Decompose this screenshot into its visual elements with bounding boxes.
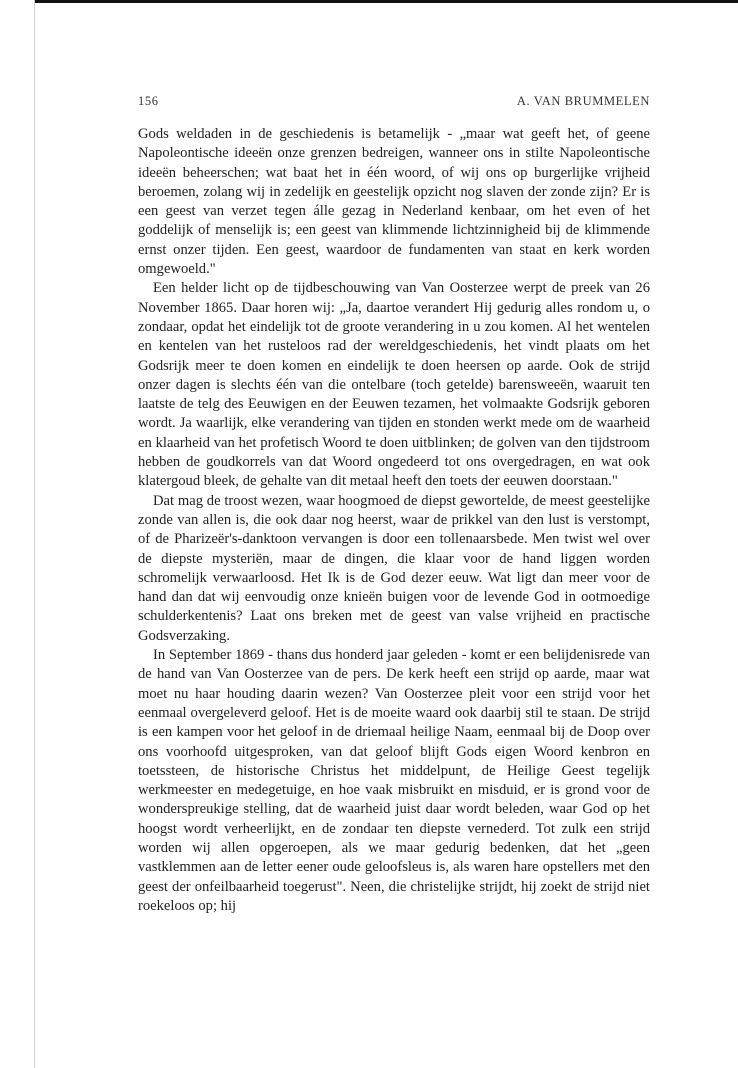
top-border-rule — [34, 0, 738, 3]
running-head: A. VAN BRUMMELEN — [516, 94, 650, 108]
paragraph: Gods weldaden in de geschiedenis is betamelijk - „maar wat geeft het, of geene Napoleontische ideeën onze grenzen bedreigen, wanneer ons in stilte Napoleontische ideeën beheerschen; wat baat het in één woord, of wij ons op burgerlijke vrijheid beroemen, zolang wij in zedelijk en geestelijk opzicht nog slaven der zonde zijn? Er is een geest van verzet tegen álle gezag in Nederland kenbaar, om het even of het goddelijk of menselijk is; een geest van klimmende lichtzinnigheid bij de klimmende ernst onzer tijden. Een geest, waardoor de fundamenten van staat en kerk worden omgewoeld." — [138, 126, 650, 278]
page-number: 156 — [138, 94, 159, 108]
left-margin-rule — [34, 0, 35, 1068]
paragraph: Dat mag de troost wezen, waar hoogmoed de diepst gewortelde, de meest geestelijke zonde van allen is, die ook daar nog heerst, waar de prikkel van den lust is verstompt, of de Pharizeër's-danktoon vervangen is door een tollenaarsbede. Men twist wel over de diepste mysteriën, maar de dingen, die klaar voor de hand liggen worden schromelijk verwaarloosd. Het Ik is de God dezer eeuw. Wat ligt dan meer voor de hand dan dat wij eenvoudig onze knieën buigen voor de levende God in ootmoedige schulderkentenis? Laat ons breken met de geest van valse vrijheid en practische Godsverzaking. — [138, 492, 650, 644]
page-header — [138, 94, 650, 114]
body-text — [138, 125, 650, 916]
paragraph: Een helder licht op de tijdbeschouwing van Van Oosterzee werpt de preek van 26 November 1865. Daar horen wij: „Ja, daartoe verandert Hij gedurig alles rondom u, o zondaar, opdat het eindelijk tot de groote verandering in u zou komen. Al het wentelen en kentelen van het rusteloos rad der wereldgeschiedenis, het vindt plaats om het Godsrijk meer te doen komen en eindelijk te doen heersen op aarde. Ook de strijd onzer dagen is slechts één van die ontelbare (toch getelde) barensweeën, waaruit ten laatste de telg des Eeuwigen en der Eeuwen tezamen, het volmaakte Godsrijk geboren wordt. Ja waarlijk, elke verandering van tijden en stonden werkt mede om de waarheid en klaarheid van het profetisch Woord te doen uitblinken; de golven van den tijdstroom hebben de goudkorrels van dat Woord ongedeerd tot ons overgedragen, en wat ook klatergoud bleek, de gehalte van dit metaal heeft den toets der eeuwen doorstaan." — [138, 280, 650, 490]
paragraph: In September 1869 - thans dus honderd jaar geleden - komt er een belijdenisrede van de hand van Van Oosterzee van de pers. De kerk heeft een strijd op aarde, maar wat moet nu haar houding daarin wezen? Van Oosterzee pleit voor een strijd voor het eenmaal overgeleverd geloof. Het is de moeite waard ook daarbij stil te staan. De strijd is een kampen voor het geloof in de driemaal heilige Naam, eenmaal bij de Doop over ons voorhoofd uitgesproken, van dat geloof blijft Gods eigen Woord kenbron en toetssteen, de historische Christus het middelpunt, de Heilige Geest tegelijk werkmeester en medegetuige, en hoe vaak misbruikt en misduid, er is grond voor de wonderspreukige stelling, dat de waarheid juist daar wordt beleden, waar God op het hoogst wordt verheerlijkt, en de zondaar ten diepste vernederd. Tot zulk een strijd worden wij allen opgeroepen, als we maar gedurig bedenken, dat het „geen vastklemmen aan de letter eener oude geloofsleus is, als waren hare opstellers met den geest der onfeilbaarheid toegerust". Neen, die christelijke strijdt, hij zoekt de strijd niet roekeloos op; hij — [138, 647, 650, 914]
